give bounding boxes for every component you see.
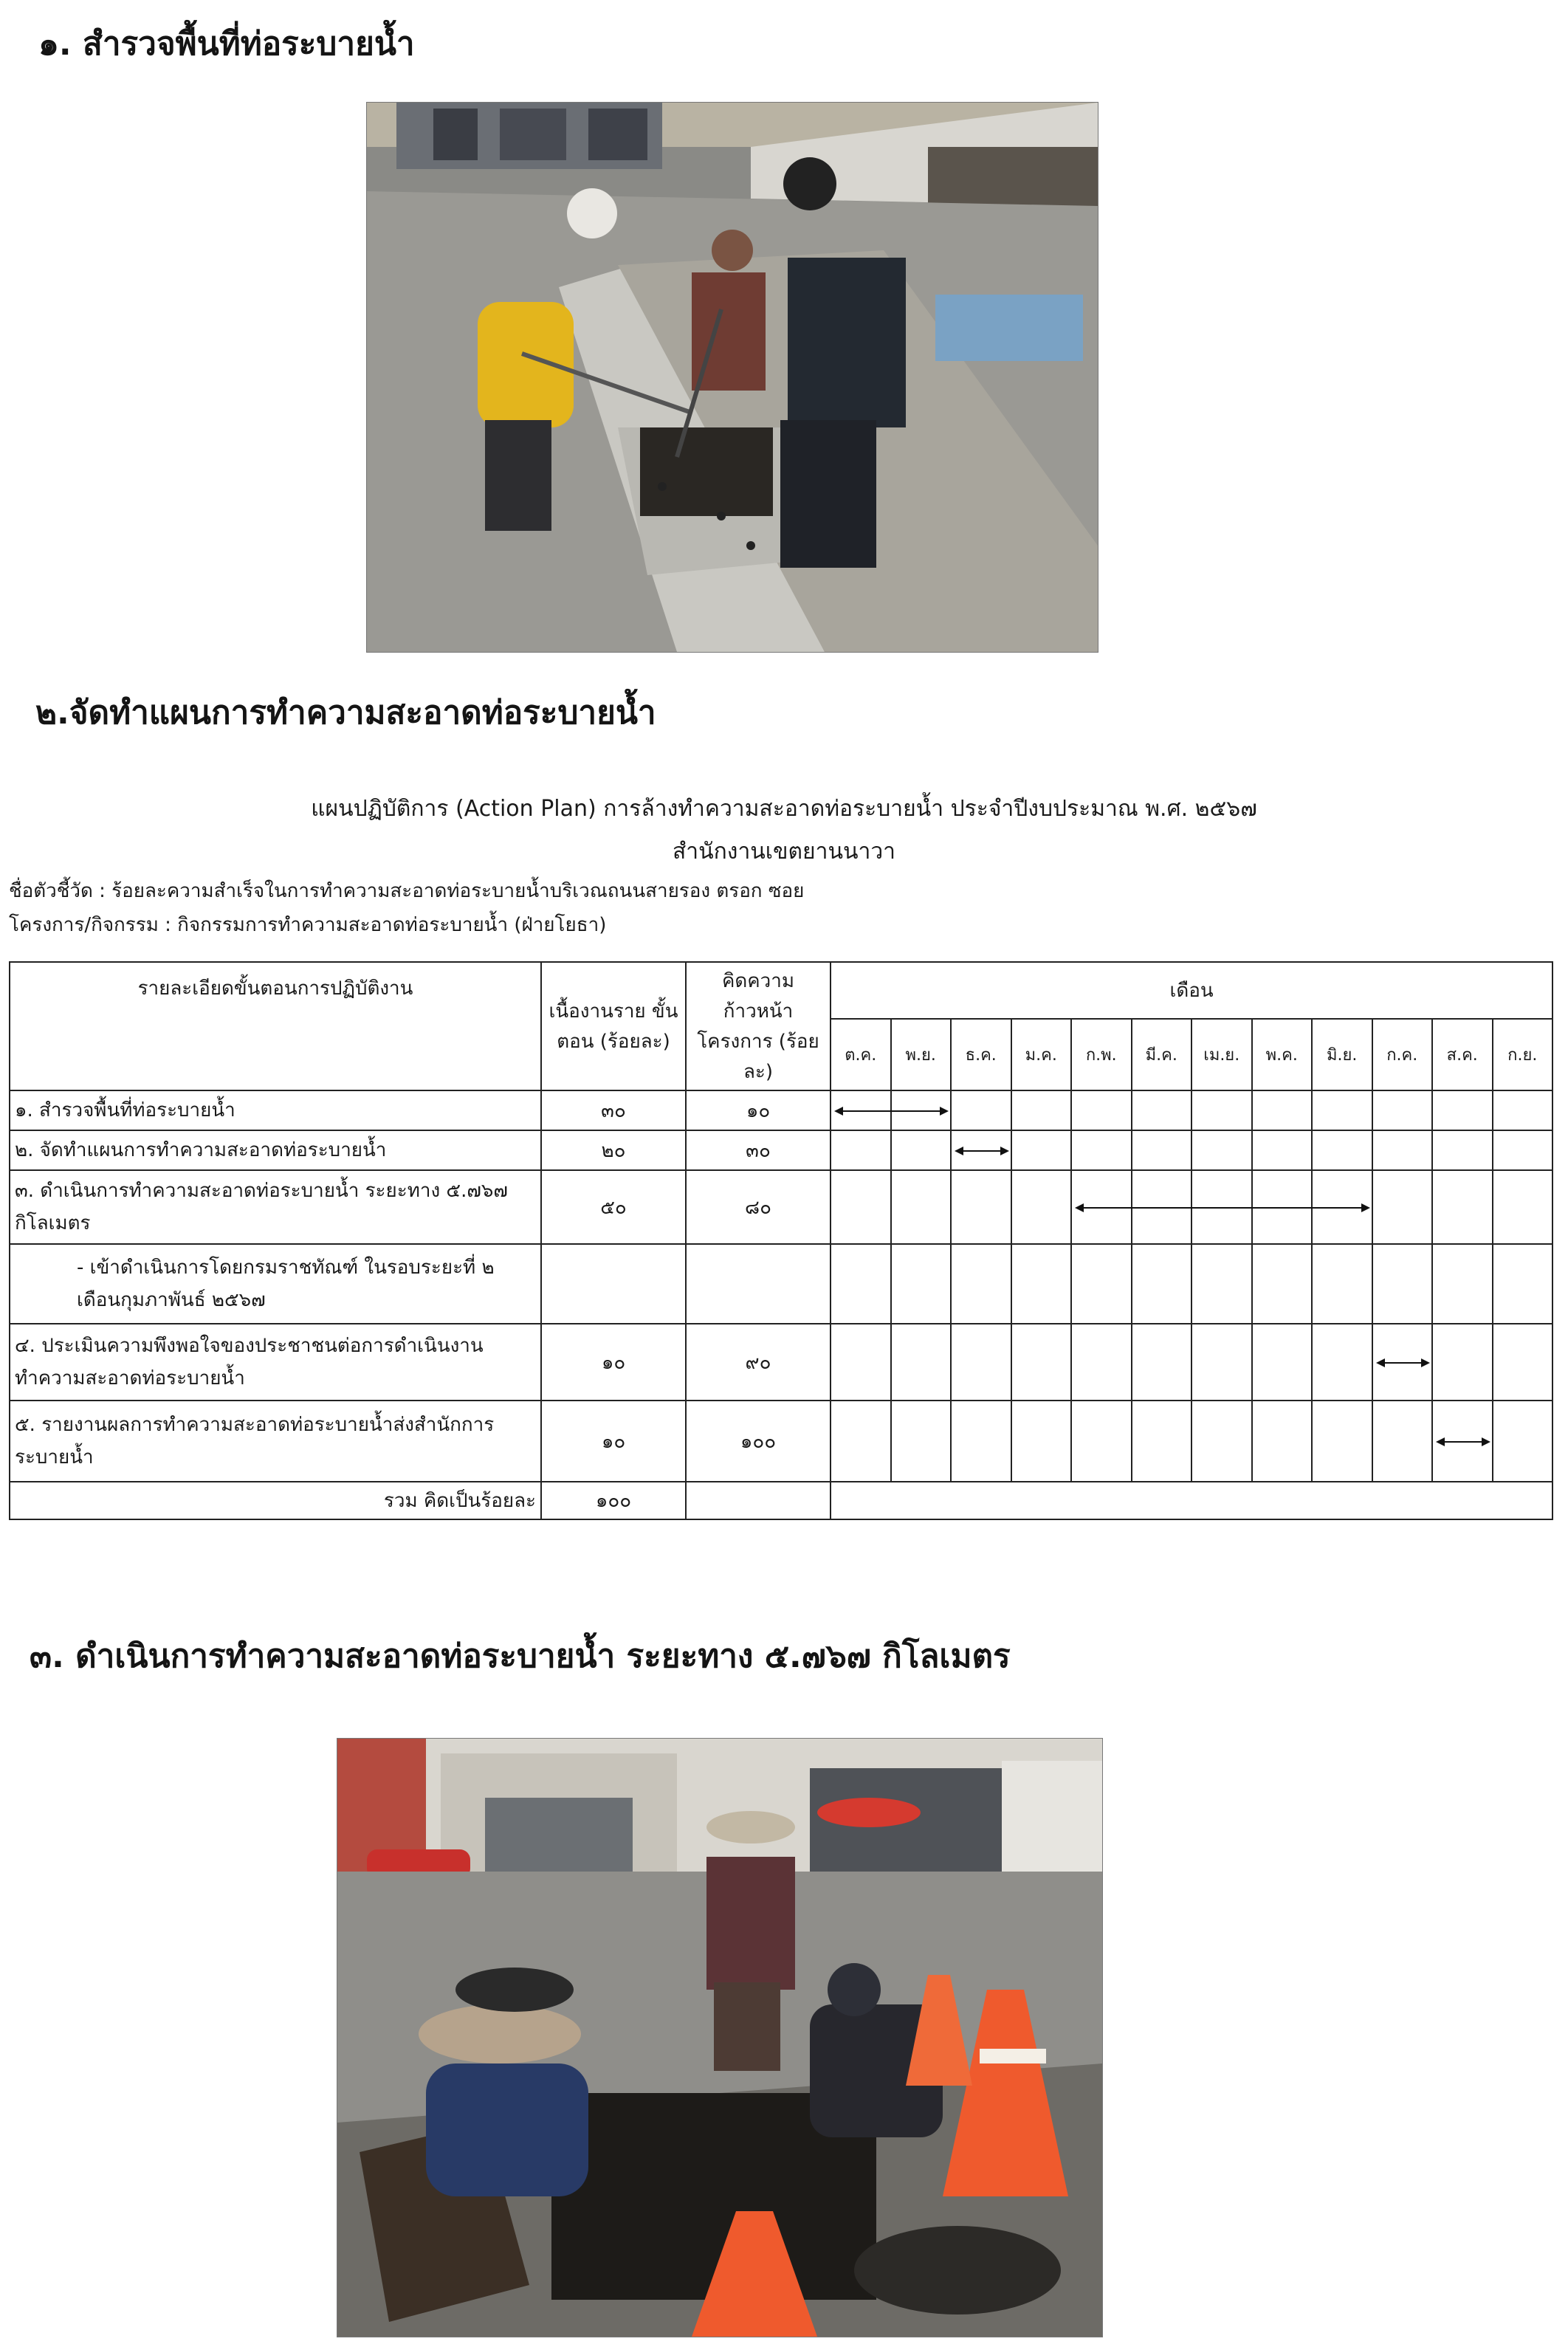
cleaning-photo	[337, 1738, 1103, 2337]
month-cell	[1252, 1130, 1313, 1170]
month-cell	[1312, 1244, 1372, 1324]
step-detail: ๕. รายงานผลการทำความสะอาดท่อระบายน้ำส่งสำนักการ ระบายน้ำ	[10, 1401, 541, 1482]
month-label: พ.ค.	[1252, 1019, 1313, 1090]
month-cell	[1011, 1130, 1072, 1170]
total-months-cell	[831, 1482, 1552, 1519]
month-cell	[1432, 1170, 1493, 1244]
survey-photo	[366, 102, 1098, 653]
month-label: ต.ค.	[831, 1019, 891, 1090]
action-plan-table	[9, 961, 1553, 1520]
month-cell	[831, 1170, 891, 1244]
month-cell	[1432, 1130, 1493, 1170]
month-cell	[891, 1090, 952, 1130]
month-label: มี.ค.	[1132, 1019, 1192, 1090]
month-cell	[1132, 1244, 1192, 1324]
step-workload	[541, 1244, 686, 1324]
month-cell	[1312, 1130, 1372, 1170]
step-detail: - เข้าดำเนินการโดยกรมราชทัณฑ์ ในรอบระยะที่ ๒ เดือนกุมภาพันธ์ ๒๕๖๗	[10, 1244, 541, 1324]
month-cell	[1132, 1130, 1192, 1170]
month-cell	[951, 1130, 1011, 1170]
step-workload: ๑๐	[541, 1324, 686, 1401]
section-3-heading: ๓. ดำเนินการทำความสะอาดท่อระบายน้ำ ระยะทาง ๕.๗๖๗ กิโลเมตร	[30, 1638, 1011, 1675]
month-cell	[1252, 1090, 1313, 1130]
step-detail: ๔. ประเมินความพึงพอใจของประชาชนต่อการดำเนินงาน ทำความสะอาดท่อระบายน้ำ	[10, 1324, 541, 1401]
month-label: เม.ย.	[1192, 1019, 1252, 1090]
month-cell	[951, 1244, 1011, 1324]
month-cell	[891, 1324, 952, 1401]
step-detail: ๒. จัดทำแผนการทำความสะอาดท่อระบายน้ำ	[10, 1130, 541, 1170]
month-cell	[831, 1130, 891, 1170]
header-months: เดือน	[831, 962, 1552, 1019]
month-cell	[1252, 1324, 1313, 1401]
schedule-arrow	[1378, 1362, 1429, 1364]
month-cell	[1312, 1324, 1372, 1401]
month-cell	[1011, 1244, 1072, 1324]
step-detail: ๑. สำรวจพื้นที่ท่อระบายน้ำ	[10, 1090, 541, 1130]
header-progress: คิดความก้าวหน้า โครงการ (ร้อยละ)	[686, 962, 831, 1090]
plan-office: สำนักงานเขตยานนาวา	[672, 839, 896, 865]
header-detail: รายละเอียดขั้นตอนการปฏิบัติงาน	[10, 962, 541, 1090]
step-workload: ๓๐	[541, 1090, 686, 1130]
month-cell	[891, 1170, 952, 1244]
step-progress: ๙๐	[686, 1324, 831, 1401]
month-label: ม.ค.	[1011, 1019, 1072, 1090]
month-cell	[1071, 1244, 1132, 1324]
month-cell	[1372, 1130, 1433, 1170]
table-row	[10, 1090, 1552, 1130]
month-label: ก.ค.	[1372, 1019, 1433, 1090]
month-cell	[1312, 1090, 1372, 1130]
total-label: รวม คิดเป็นร้อยละ	[10, 1482, 541, 1519]
step-workload: ๑๐	[541, 1401, 686, 1482]
month-cell	[951, 1170, 1011, 1244]
month-cell	[1372, 1090, 1433, 1130]
month-cell	[1493, 1130, 1553, 1170]
month-cell	[1011, 1324, 1072, 1401]
total-row	[10, 1482, 1552, 1519]
month-cell	[1132, 1401, 1192, 1482]
month-cell	[891, 1244, 952, 1324]
schedule-arrow	[956, 1150, 1008, 1152]
section-2-heading: ๒.จัดทำแผนการทำความสะอาดท่อระบายน้ำ	[35, 694, 656, 732]
month-cell	[1493, 1090, 1553, 1130]
plan-indicator: ชื่อตัวชี้วัด : ร้อยละความสำเร็จในการทำความสะอาดท่อระบายน้ำบริเวณถนนสายรอง ตรอก ซอย	[9, 880, 805, 902]
step-progress: ๘๐	[686, 1170, 831, 1244]
month-cell	[951, 1090, 1011, 1130]
month-cell	[1071, 1170, 1132, 1244]
month-cell	[1493, 1401, 1553, 1482]
table-row	[10, 1324, 1552, 1401]
month-cell	[1192, 1090, 1252, 1130]
step-detail: ๓. ดำเนินการทำความสะอาดท่อระบายน้ำ ระยะทาง ๕.๗๖๗ กิโลเมตร	[10, 1170, 541, 1244]
month-cell	[951, 1324, 1011, 1401]
month-cell	[1192, 1130, 1252, 1170]
month-cell	[1192, 1170, 1252, 1244]
section-1-heading: ๑. สำรวจพื้นที่ท่อระบายน้ำ	[38, 25, 415, 63]
month-label: ธ.ค.	[951, 1019, 1011, 1090]
month-label: ก.ย.	[1493, 1019, 1553, 1090]
total-value: ๑๐๐	[541, 1482, 686, 1519]
month-cell	[1493, 1244, 1553, 1324]
month-cell	[1011, 1090, 1072, 1130]
month-label: ส.ค.	[1432, 1019, 1493, 1090]
month-cell	[1372, 1244, 1433, 1324]
step-workload: ๒๐	[541, 1130, 686, 1170]
month-cell	[1252, 1401, 1313, 1482]
table-row	[10, 1130, 1552, 1170]
month-cell	[1372, 1170, 1433, 1244]
table-row	[10, 1170, 1552, 1244]
table-row	[10, 1401, 1552, 1482]
month-cell	[1071, 1324, 1132, 1401]
month-cell	[1132, 1090, 1192, 1130]
month-cell	[1432, 1401, 1493, 1482]
month-cell	[1372, 1324, 1433, 1401]
month-cell	[1132, 1324, 1192, 1401]
header-workload: เนื้องานราย ขั้นตอน (ร้อยละ)	[541, 962, 686, 1090]
month-cell	[1071, 1090, 1132, 1130]
month-cell	[1192, 1324, 1252, 1401]
month-cell	[1192, 1244, 1252, 1324]
plan-title: แผนปฏิบัติการ (Action Plan) การล้างทำความสะอาดท่อระบายน้ำ ประจำปีงบประมาณ พ.ศ. ๒๕๖๗	[311, 796, 1257, 822]
month-cell	[1192, 1401, 1252, 1482]
total-progress-cell	[686, 1482, 831, 1519]
month-cell	[1432, 1244, 1493, 1324]
month-cell	[1312, 1401, 1372, 1482]
month-cell	[891, 1401, 952, 1482]
month-label: ก.พ.	[1071, 1019, 1132, 1090]
step-progress: ๑๐๐	[686, 1401, 831, 1482]
month-cell	[1493, 1170, 1553, 1244]
month-cell	[831, 1090, 891, 1130]
month-cell	[1432, 1324, 1493, 1401]
table-header-row	[10, 962, 1552, 1019]
month-label: มิ.ย.	[1312, 1019, 1372, 1090]
month-cell	[1011, 1401, 1072, 1482]
month-cell	[1132, 1170, 1192, 1244]
step-progress	[686, 1244, 831, 1324]
step-workload: ๕๐	[541, 1170, 686, 1244]
month-cell	[831, 1244, 891, 1324]
plan-project: โครงการ/กิจกรรม : กิจกรรมการทำความสะอาดท่อระบายน้ำ (ฝ่ายโยธา)	[9, 914, 607, 936]
month-cell	[1071, 1401, 1132, 1482]
month-cell	[1493, 1324, 1553, 1401]
month-cell	[1432, 1090, 1493, 1130]
month-cell	[1071, 1130, 1132, 1170]
table-row	[10, 1244, 1552, 1324]
month-cell	[1312, 1170, 1372, 1244]
step-progress: ๑๐	[686, 1090, 831, 1130]
step-progress: ๓๐	[686, 1130, 831, 1170]
month-cell	[951, 1401, 1011, 1482]
schedule-arrow	[1437, 1441, 1489, 1443]
month-cell	[1252, 1170, 1313, 1244]
month-cell	[831, 1401, 891, 1482]
month-cell	[831, 1324, 891, 1401]
month-cell	[1011, 1170, 1072, 1244]
month-cell	[1372, 1401, 1433, 1482]
month-cell	[1252, 1244, 1313, 1324]
month-label: พ.ย.	[891, 1019, 952, 1090]
month-cell	[891, 1130, 952, 1170]
